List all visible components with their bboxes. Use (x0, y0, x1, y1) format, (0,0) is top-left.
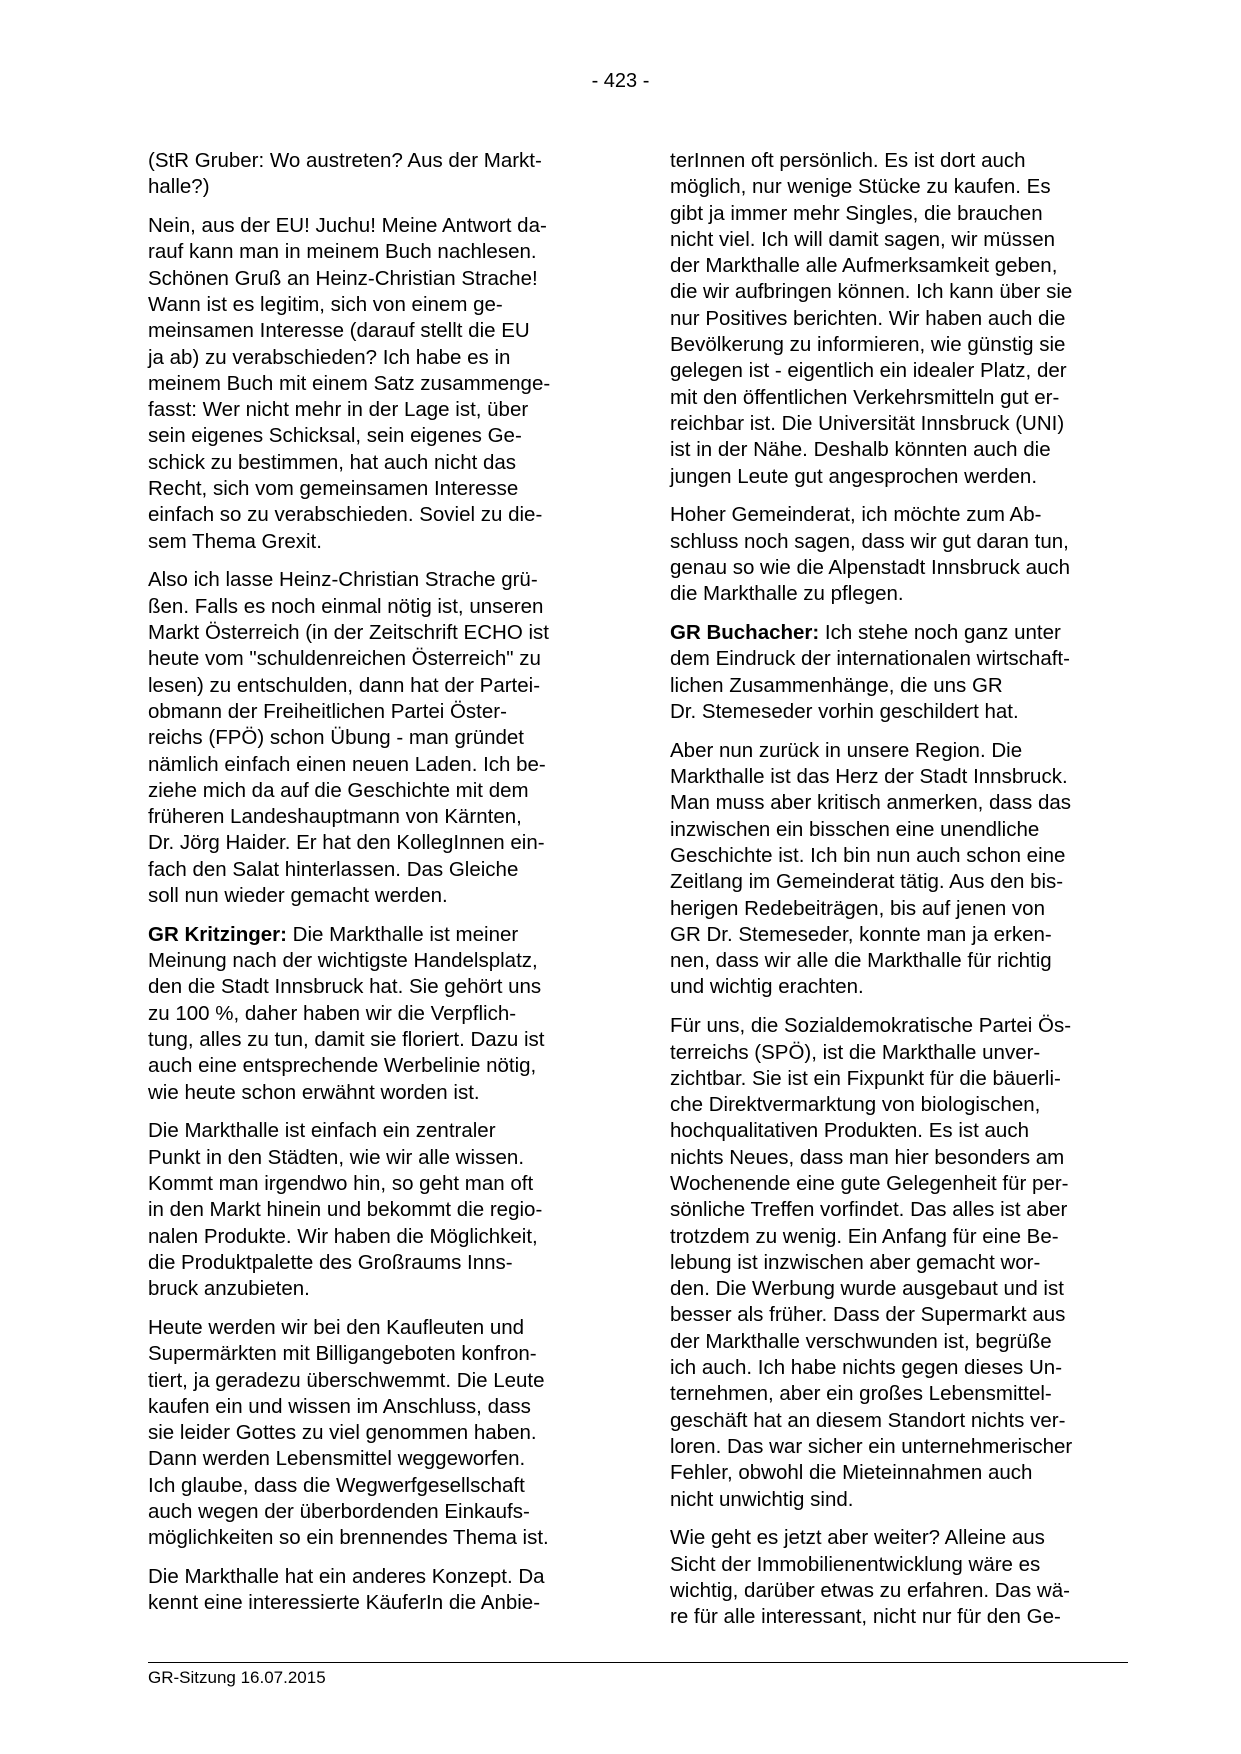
paragraph: Wie geht es jetzt aber weiter? Alleine aus Sicht der Immobilienentwicklung wäre es wichtig, darüber etwas zu erfahren. Das wä- re für alle interessant, nicht nur für den Ge- (670, 1526, 1070, 1629)
paragraph: terInnen oft persönlich. Es ist dort auch möglich, nur wenige Stücke zu kaufen. Es gibt ja immer mehr Singles, die brauchen nicht viel. Ich will damit sagen, wir müssen der Markthalle alle Aufmerksamkeit geben, die wir aufbringen können. Ich kann über sie nur Positives berichten. Wir haben auch die Bevölkerung zu informieren, wie günstig sie gelegen ist - eigentlich ein idealer Platz, der mit den öffentlichen Verkehrsmitteln gut er- reichbar ist. Die Universität Innsbruck (UNI) ist in der Nähe. Deshalb könnten auch die jungen Leute gut angesprochen werden. (670, 149, 1073, 488)
paragraph: Also ich lasse Heinz-Christian Strache grü- ßen. Falls es noch einmal nötig ist, unseren Markt Österreich (in der Zeitschrift ECHO ist heute vom "schuldenreichen Österreich" zu lesen) zu entschulden, dann hat der Partei- obmann der Freiheitlichen Partei Öster- reichs (FPÖ) schon Übung - man gründet nämlich einfach einen neuen Laden. Ich be- ziehe mich da auf die Geschichte mit dem früheren Landeshauptmann von Kärnten, Dr. Jörg Haider. Er hat den KollegInnen ein- fach den Salat hinterlassen. Das Gleiche soll nun wieder gemacht werden. (148, 568, 549, 908)
speaker-name: GR Buchacher: (670, 621, 820, 645)
footer-divider (148, 1662, 1128, 1663)
page-number: - 423 - (591, 70, 650, 92)
paragraph: Für uns, die Sozialdemokratische Partei Ös- terreichs (SPÖ), ist die Markthalle unver- zichtbar. Sie ist ein Fixpunkt für die bäuerli- che Direktvermarktung von biologischen, hochqualitativen Produkten. Es ist auch nichts Neues, dass man hier besonders am Wochenende eine gute Gelegenheit für per- sönliche Treffen vorfindet. Das alles ist aber trotzdem zu wenig. Ein Anfang für eine Be- lebung ist inzwischen aber gemacht wor- den. Die Werbung wurde ausgebaut und ist besser als früher. Dass der Supermarkt aus der Markthalle verschwunden ist, begrüße ich auch. Ich habe nichts gegen dieses Un- ternehmen, aber ein großes Lebensmittel- geschäft hat an diesem Standort nichts ver- loren. Das war sicher ein unternehmerischer Fehler, obwohl die Mieteinnahmen auch nicht unwichtig sind. (670, 1014, 1073, 1511)
paragraph: Die Markthalle ist einfach ein zentraler Punkt in den Städten, wie wir alle wissen. Kommt man irgendwo hin, so geht man oft in den Markt hinein und bekommt die regio- nalen Produkte. Wir haben die Möglichkeit, die Produktpalette des Großraums Inns- bruck anzubieten. (148, 1119, 543, 1301)
right-column (670, 148, 1118, 1643)
paragraph: Nein, aus der EU! Juchu! Meine Antwort da- rauf kann man in meinem Buch nachlesen. Schönen Gruß an Heinz-Christian Strache! Wann ist es legitim, sich von einem ge- meinsamen Interesse (darauf stellt die EU ja ab) zu verabschieden? Ich habe es in meinem Buch mit einem Satz zusammenge- fasst: Wer nicht mehr in der Lage ist, über sein eigenes Schicksal, sein eigenes Ge- schick zu bestimmen, hat auch nicht das Recht, sich vom gemeinsamen Interesse einfach so zu verabschieden. Soviel zu die- sem Thema Grexit. (148, 214, 551, 553)
paragraph: Die Markthalle hat ein anderes Konzept. Da kennt eine interessierte KäuferIn die Anbie- (148, 1565, 545, 1615)
paragraph: Heute werden wir bei den Kaufleuten und Supermärkten mit Billigangeboten konfron- tiert, ja geradezu überschwemmt. Die Leute kaufen ein und wissen im Anschluss, dass sie leider Gottes zu viel genommen haben. Dann werden Lebensmittel weggeworfen. Ich glaube, dass die Wegwerfgesellschaft auch wegen der überbordenden Einkaufs- möglichkeiten so ein brennendes Thema ist. (148, 1315, 549, 1550)
paragraph: (StR Gruber: Wo austreten? Aus der Markt- halle?) (148, 149, 542, 199)
paragraph: GR Kritzinger: Die Markthalle ist meiner Meinung nach der wichtigste Handelsplatz, den die Stadt Innsbruck hat. Sie gehört uns zu 100 %, daher haben wir die Verpflich- tung, alles zu tun, damit sie floriert. Dazu ist auch eine entsprechende Werbelinie nötig, wie heute schon erwähnt worden ist. (148, 922, 545, 1104)
left-column (148, 148, 596, 1629)
speaker-name: GR Kritzinger: (148, 922, 287, 946)
paragraph: Hoher Gemeinderat, ich möchte zum Ab- schluss noch sagen, dass wir gut daran tun, genau so wie die Alpenstadt Innsbruck auch die Markthalle zu pflegen. (670, 503, 1071, 606)
footer-session-date: GR-Sitzung 16.07.2015 (148, 1668, 326, 1687)
paragraph: GR Buchacher: Ich stehe noch ganz unter dem Eindruck der internationalen wirtschaft- lichen Zusammenhänge, die uns GR Dr. Stemeseder vorhin geschildert hat. (670, 621, 1070, 723)
paragraph: Aber nun zurück in unsere Region. Die Markthalle ist das Herz der Stadt Innsbruck. Man muss aber kritisch anmerken, dass das inzwischen ein bisschen eine unendliche Geschichte ist. Ich bin nun auch schon eine Zeitlang im Gemeinderat tätig. Aus den bis- herigen Redebeiträgen, bis auf jenen von GR Dr. Stemeseder, konnte man ja erken- nen, dass wir alle die Markthalle für richtig und wichtig erachten. (670, 738, 1072, 999)
